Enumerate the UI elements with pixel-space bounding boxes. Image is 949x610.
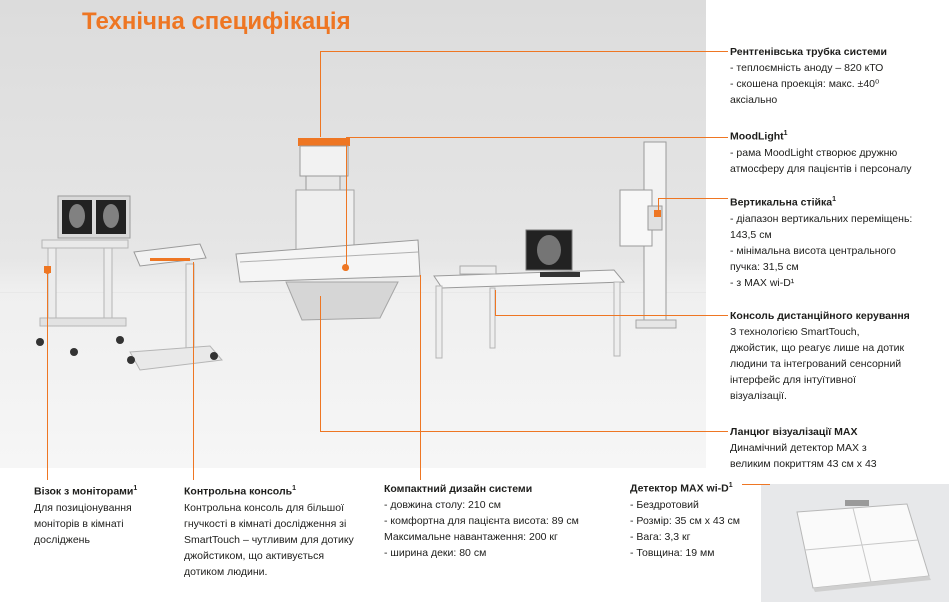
label-heading: Рентгенівська трубка системи: [730, 46, 887, 58]
label-control-console: Контрольна консоль$^1$ Контрольна консоль для більшої гнучкості в кімнаті дослідження зі SmartTouch – чутливим для дотику джойстиком, що активується дотиком людини.: [184, 481, 374, 580]
monitor-cart-drawing: [36, 196, 130, 356]
detector-photo: [761, 484, 949, 602]
label-compact-design: Компактний дизайн системи - довжина столу: 210 см - комфортна для пацієнта висота: 89 см Максимальне навантаження: 200 кг - ширина деки: 80 см: [384, 481, 612, 561]
label-remote-console: Консоль дистанційного керування З технологією SmartTouch, джойстик, що реагує лише на дотик людини та інтегрований сенсорний інтерфейс для інтуїтивної візуалізації.: [730, 308, 945, 404]
label-heading: Консоль дистанційного керування: [730, 310, 910, 322]
page-title: Технічна специфікація: [82, 8, 351, 35]
label-imaging-chain: Ланцюг візуалізації MAX Динамічний детектор MAX з великим покриттям 43 см x 43: [730, 424, 945, 472]
xray-table-drawing: [236, 138, 420, 320]
label-moodlight: MoodLight$^1$ - рама MoodLight створює дружню атмосферу для пацієнтів і персоналу: [730, 126, 945, 177]
label-xray-tube: Рентгенівська трубка системи - теплоємність аноду – 820 кТО - скошена проекція: макс. ±40⁰ аксіально: [730, 44, 945, 108]
control-console-drawing: [127, 244, 222, 370]
label-detector: Детектор MAX $wi-D^1$ - Бездротовий - Розмір: 35 см x 43 см - Вага: 3,3 кг - Товщина: 19 мм: [630, 478, 760, 561]
label-heading: Компактний дизайн системи: [384, 483, 533, 495]
label-heading: Візок з моніторами$^1$: [34, 485, 138, 498]
label-heading: Контрольна консоль$^1$: [184, 485, 296, 498]
label-heading: Детектор MAX $wi-D^1$: [630, 482, 733, 495]
label-heading: Вертикальна стійка$^1$: [730, 196, 836, 209]
remote-desk-drawing: [434, 230, 624, 358]
vertical-stand-drawing: [620, 142, 676, 328]
label-heading: Ланцюг візуалізації MAX: [730, 426, 858, 438]
label-monitor-cart: Візок з моніторами$^1$ Для позиціонування моніторів в кімнаті досліджень: [34, 481, 174, 548]
label-vertical-stand: Вертикальна стійка$^1$ - діапазон вертикальних переміщень: 143,5 см - мінімальна висота центрального пучка: 31,5 см - з MAX wi-D¹: [730, 192, 945, 291]
label-heading: MoodLight$^1$: [730, 130, 788, 143]
